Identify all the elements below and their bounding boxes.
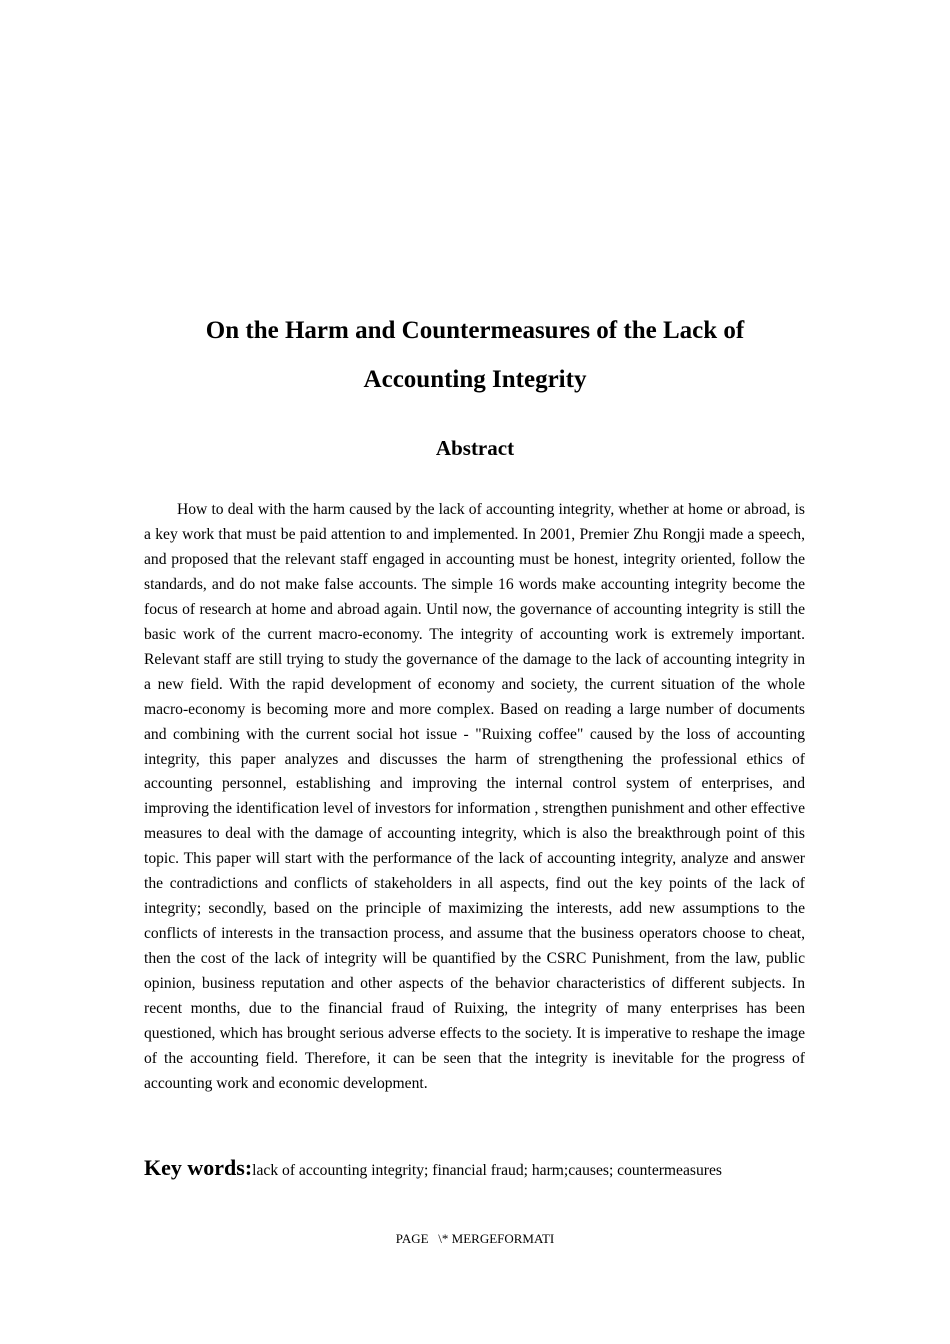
abstract-heading: Abstract <box>435 436 515 460</box>
title-line-1: On the Harm and Countermeasures of the Lack of <box>205 317 745 344</box>
paper-title <box>144 306 806 404</box>
abstract-paragraph: How to deal with the harm caused by the lack of accounting integrity, whether at home or abroad, is a key work that must be paid attention to and implemented. In 2001, Premier Zhu Rongji made a speech, and proposed that the relevant staff engaged in accounting must be honest, integrity oriented, follow the standards, and do not make false accounts. The simple 16 words make accounting integrity become the focus of research at home and abroad again. Until now, the governance of accounting integrity is still the basic work of the current macro-economy. The integrity of accounting work is extremely important. Relevant staff are still trying to study the governance of the damage to the lack of accounting integrity in a new field. With the rapid development of economy and society, the current situation of the whole macro-economy is becoming more and more complex. Based on reading a large number of documents and combining with the current social hot issue - "Ruixing coffee" caused by the loss of accounting integrity, this paper analyzes and discusses the harm of strengthening the professional ethics of accounting personnel, establishing and improving the internal control system of enterprises, and improving the identification level of investors for information , strengthen punishment and other effective measures to deal with the damage of accounting integrity, which is also the breakthrough point of this topic. This paper will start with the performance of the lack of accounting integrity, analyze and answer the contradictions and conflicts of stakeholders in all aspects, find out the key points of the lack of integrity; secondly, based on the principle of maximizing the interests, add new assumptions to the conflicts of interests in the transaction process, and assume that the business operators choose to cheat, then the cost of the lack of integrity will be quantified by the CSRC Punishment, from the law, public opinion, business reputation and other aspects of the behavior characteristics of different subjects. In recent months, due to the financial fraud of Ruixing, the integrity of many enterprises has been questioned, which has brought serious adverse effects to the society. It is imperative to reshape the image of the accounting field. Therefore, it can be seen that the integrity is inevitable for the progress of accounting work and economic development. <box>144 501 805 1092</box>
keywords-label: Key words: <box>144 1155 253 1180</box>
keywords-line <box>144 1155 806 1181</box>
title-line-2: Accounting Integrity <box>363 366 587 393</box>
keywords-text: lack of accounting integrity; financial fraud; harm;causes; countermeasures <box>252 1162 722 1179</box>
page-footer-field: PAGE \* MERGEFORMATI <box>395 1231 555 1246</box>
